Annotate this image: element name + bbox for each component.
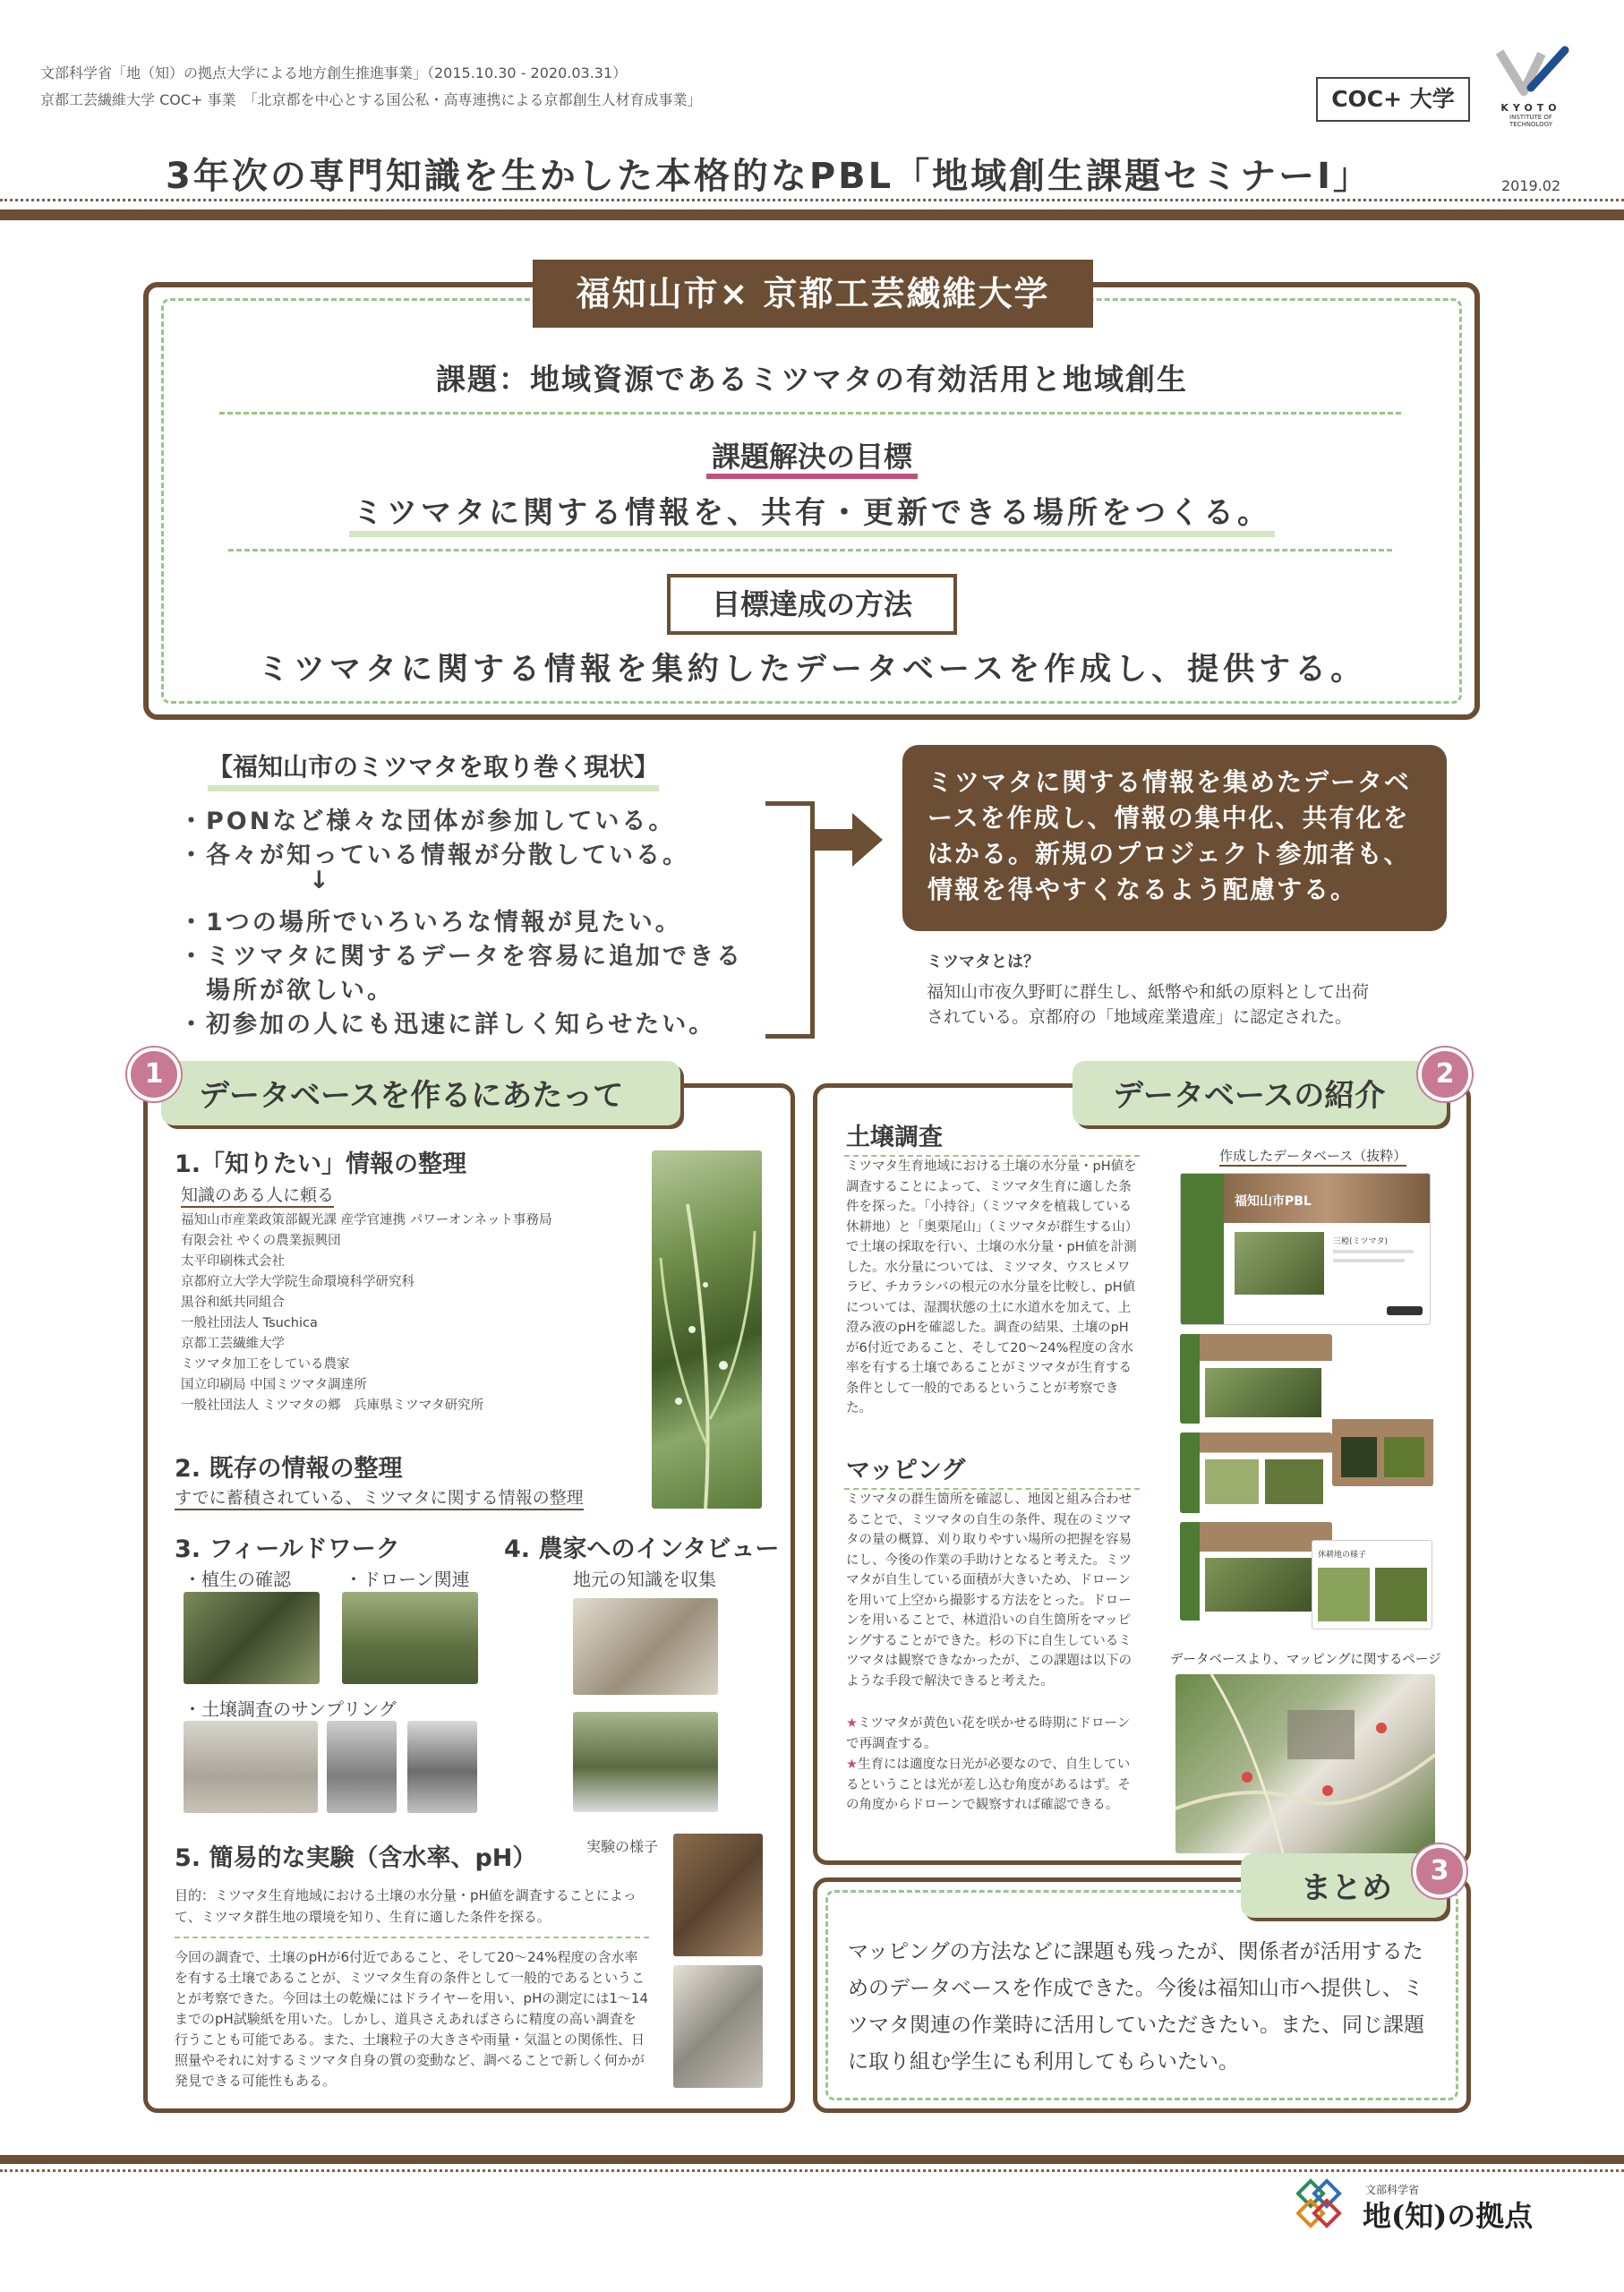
- org-item: 太平印刷株式会社: [181, 1254, 285, 1269]
- goal-label-wrap: [0, 434, 1624, 475]
- mapping-note-1-text: ミツマタが黄色い花を咲かせる時期にドローンで再調査する。: [846, 1716, 1131, 1751]
- db-map-caption: データベースより、マッピングに関するページ: [1170, 1653, 1441, 1667]
- star-icon: ★: [846, 1716, 858, 1731]
- db6-image-b: [1375, 1568, 1427, 1621]
- fieldwork-photo-drone: [342, 1592, 478, 1684]
- experiment-photo-1: [673, 1834, 763, 1956]
- db-sidebar: [1181, 1174, 1224, 1325]
- goal-text: ミツマタに関する情報を、共有・更新できる場所をつくる。: [349, 495, 1275, 537]
- db2-sidebar: [1180, 1334, 1200, 1424]
- fieldwork-vegetation: ・植生の確認: [184, 1569, 291, 1590]
- lab-photo-3: [407, 1721, 477, 1813]
- db6-image-a: [1318, 1568, 1370, 1621]
- situation-line-5: 場所が欲しい。: [179, 977, 394, 1005]
- mapping-note-2-text: 生育には適度な日光が必要なので、自生しているということは光が差し込む角度があるはず。その角度からドローンで観察すれば確認できる。: [846, 1757, 1131, 1812]
- section2-title: データベースの紹介: [1113, 1078, 1386, 1114]
- header-project-line: 文部科学省「地（知）の拠点大学による地方創生推進事業」（2015.10.30 - 2020.03.31）: [40, 64, 628, 81]
- mapping-note-1: [846, 1714, 1141, 1754]
- org-item: 京都工芸繊維大学: [181, 1337, 285, 1351]
- org-item: 黒谷和紙共同組合: [181, 1296, 285, 1310]
- map-routes-icon: [1175, 1674, 1435, 1853]
- divider-1: [219, 412, 1401, 415]
- situation-line-2: ・各々が知っている情報が分散している。: [179, 842, 689, 869]
- org-item: 一般社団法人 Tsuchica: [181, 1316, 318, 1330]
- footer-logo-text: 地(知)の拠点: [1363, 2199, 1534, 2233]
- chi-no-kyoten-logo-icon: [1296, 2177, 1354, 2231]
- org-item: ミツマタ加工をしている農家: [181, 1357, 350, 1372]
- coc-badge: COC+ 大学: [1316, 77, 1470, 122]
- situation-arrow-down: ↓: [309, 867, 329, 894]
- s1-item5-title: 5. 簡易的な実験（含水率、pH）: [175, 1844, 537, 1872]
- experiment-result: 今回の調査で、土壌のpHが6付近であること、そして20〜24%程度の含水率を有する土壌であることが、ミツマタ生育の条件として一般的であるということが考察できた。今回は土の乾燥にはドライヤーを用い、pHの測定には1〜14までのpH試験紙を用いた。しかし、道具さえあればさらに精度の高い調査を行うことも可能である。また、土壌粒子の大きさや雨量・気温との関係性、日照量やそれに対するミツマタ自身の質の変動など、調べることで新しく何かが発見できる可能性もある。: [175, 1949, 648, 2089]
- experiment-photo-2: [673, 1965, 763, 2088]
- db4-sidebar: [1180, 1432, 1200, 1513]
- section3-title: まとめ: [1301, 1870, 1392, 1906]
- leaf-photo: [652, 1150, 762, 1509]
- summary-text: マッピングの方法などに課題も残ったが、関係者が活用するためのデータベースを作成できた。今後は福知山市へ提供し、ミツマタ関連の作業時に活用していただきたい。また、同じ課題に取り組む学生にも利用してもらいたい。: [848, 1940, 1424, 2074]
- db5-image: [1205, 1558, 1321, 1612]
- solution-box: ミツマタに関する情報を集めたデータベースを作成し、情報の集中化、共有化をはかる。新規のプロジェクト参加者も、情報を得やすくなるよう配慮する。: [902, 745, 1447, 931]
- situation-bracket: [765, 801, 815, 1039]
- about-question: ミツマタとは？: [927, 953, 1039, 971]
- footer-dotted-rule: [0, 2169, 1624, 2172]
- divider-2: [228, 549, 1392, 552]
- org-item: 有限会社 やくの農業振興団: [181, 1234, 341, 1248]
- header-bar: [0, 210, 1624, 220]
- mapping-note-2: [846, 1755, 1141, 1816]
- section1-title: データベースを作るにあたって: [199, 1078, 624, 1114]
- s1-item4-title: 4. 農家へのインタビュー: [504, 1535, 780, 1563]
- section3-number: 3: [1413, 1844, 1466, 1898]
- db-site-title: 福知山市PBL: [1235, 1194, 1312, 1209]
- db-screenshot-main: [1180, 1173, 1431, 1325]
- theme-text: 課題：地域資源であるミツマタの有効活用と地域創生: [436, 362, 1188, 397]
- org-item: 一般社団法人 ミツマタの郷 兵庫県ミツマタ研究所: [181, 1398, 484, 1413]
- db3-image-a: [1341, 1437, 1377, 1477]
- interview-photo-2: [573, 1712, 718, 1812]
- header-dotted-rule: [0, 199, 1624, 201]
- situation-heading: 【福知山市のミツマタを取り巻く現状】: [208, 748, 659, 791]
- lab-photo-2: [327, 1721, 397, 1813]
- method-label: 目標達成の方法: [667, 574, 957, 635]
- db-screenshot-5: [1180, 1522, 1332, 1621]
- footer-bar: [0, 2155, 1624, 2164]
- db-screenshot-4: [1180, 1432, 1332, 1513]
- mapping-title: マッピング: [846, 1457, 966, 1484]
- interview-sub: 地元の知識を収集: [573, 1569, 716, 1590]
- s1-item1-title: 1.「知りたい」情報の整理: [175, 1150, 467, 1178]
- experiment-caption: 実験の様子: [586, 1838, 659, 1855]
- top-banner: 福知山市× 京都工芸繊維大学: [533, 260, 1093, 328]
- org-item: 国立印刷局 中国ミツマタ調達所: [181, 1378, 367, 1392]
- db-text-line: [1333, 1259, 1405, 1262]
- about-answer-2: されている。京都府の「地域産業遺産」に認定された。: [927, 1007, 1353, 1027]
- db-screenshot-3: [1332, 1397, 1433, 1486]
- goal-label: 課題解決の目標: [706, 440, 918, 479]
- arrow-right-icon: [813, 813, 883, 867]
- orgs-list: [181, 1210, 646, 1416]
- lab-photo-1: [184, 1721, 318, 1813]
- interview-photo-1: [573, 1598, 718, 1695]
- situation-line-4: ・ミツマタに関するデータを容易に追加できる: [179, 943, 743, 971]
- soil-text: ミツマタ生育地域における土壌の水分量・pH値を調査することによって、ミツマタ生育に適した条件を探った。「小持谷」（ミツマタを植栽している休耕地）と「奥栗尾山」（ミツマタが群生する山）で土壌の採取を行い、土壌の水分量・pH値を計測した。水分量については、ミツマタ、ウスヒメワラビ、チカラシバの根元の水分量を比較し、pH値については、湿潤状態の土に水道水を加えて、上澄み液のpHを確認した。調査の結果、土壌のpHが6付近であること、そして20〜24%程度の含水率を有する土壌であることがミツマタが生育する条件として一般的であるということが考察できた。: [846, 1159, 1139, 1415]
- s1-item3-title: 3. フィールドワーク: [175, 1535, 400, 1563]
- s1-item1-sub: 知識のある人に頼る: [181, 1182, 334, 1208]
- situation-line-1: ・PONなど様々な団体が参加している。: [179, 808, 676, 835]
- db-screenshot-2: [1180, 1334, 1332, 1424]
- situation-line-3: ・1つの場所でいろいろな情報が見たい。: [179, 909, 682, 936]
- method-text: ミツマタに関する情報を集約したデータベースを作成し、提供する。: [257, 652, 1367, 688]
- db4-image-b: [1265, 1459, 1323, 1504]
- about-answer-1: 福知山市夜久野町に群生し、紙幣や和紙の原料として出荷: [927, 982, 1370, 1002]
- db-map-image: [1175, 1674, 1435, 1853]
- db2-image: [1205, 1368, 1321, 1417]
- db5-sidebar: [1180, 1522, 1200, 1621]
- experiment-divider: [175, 1937, 649, 1938]
- section1-number: 1: [127, 1048, 181, 1101]
- db-text-line: [1333, 1250, 1414, 1253]
- db3-image-b: [1384, 1437, 1424, 1477]
- fieldwork-soil-sampling: ・土壌調査のサンプリング: [184, 1698, 397, 1720]
- db-item-title: 三椏(ミツマタ): [1333, 1237, 1389, 1246]
- db6-tag: 休耕地の様子: [1318, 1551, 1367, 1560]
- db4-image-a: [1205, 1459, 1259, 1504]
- db-caption: 作成したデータベース（抜粋）: [1219, 1146, 1406, 1167]
- kit-logo: [1486, 45, 1576, 130]
- date-label: 2019.02: [1501, 177, 1561, 194]
- org-item: 福知山市産業政策部観光課 産学官連携 パワーオンネット事務局: [181, 1213, 552, 1227]
- mapping-text: ミツマタの群生箇所を確認し、地図と組み合わせることで、ミツマタの自生の条件、現在のミツマタの量の概算、刈り取りやすい場所の把握を容易にし、今後の作業の手助けとなると考えた。ミツマタが自生している面積が大きいため、ドローンを用いて上空から撮影する方法をとった。ドローンを用いることで、林道沿いの自生箇所をマッピングすることができた。杉の下に自生しているミツマタは観察できなかったが、この課題は以下のような手段で解決できると考えた。: [846, 1492, 1132, 1689]
- fieldwork-drone: ・ドローン関連: [345, 1569, 470, 1590]
- db-screenshot-6: [1312, 1540, 1432, 1629]
- goal-text-wrap: [0, 488, 1624, 532]
- kit-logo-sub2: TECHNOLOGY: [1509, 121, 1553, 128]
- s1-item2-text: すでに蓄積されている、ミツマタに関する情報の整理: [175, 1484, 584, 1510]
- experiment-purpose: 目的：ミツマタ生育地域における土壌の水分量・pH値を調査することによって、ミツマタ群生地の環境を知り、生育に適した条件を探る。: [175, 1887, 637, 1925]
- db-button: [1387, 1306, 1423, 1315]
- footer-ministry: 文部科学省: [1365, 2184, 1420, 2196]
- s1-item2-title: 2. 既存の情報の整理: [175, 1455, 403, 1483]
- soil-title: 土壌調査: [846, 1124, 943, 1151]
- kit-logo-sub1: INSTITUTE OF: [1509, 114, 1552, 121]
- fieldwork-photo-vegetation: [184, 1592, 320, 1684]
- header-program-line: 京都工芸繊維大学 COC+ 事業 「北京都を中心とする国公私・高専連携による京都創生人材育成事業」: [40, 91, 702, 108]
- page-title: 3年次の専門知識を生かした本格的なPBL「地域創生課題セミナーⅠ」: [166, 156, 1372, 197]
- star-icon: ★: [846, 1757, 858, 1772]
- db-plant-image: [1235, 1232, 1324, 1295]
- section2-number: 2: [1418, 1048, 1472, 1101]
- org-item: 京都府立大学大学院生命環境科学研究科: [181, 1275, 415, 1289]
- kit-logo-icon: [1486, 45, 1576, 98]
- kit-logo-text: KYOTO: [1500, 102, 1561, 114]
- situation-line-6: ・初参加の人にも迅速に詳しく知らせたい。: [179, 1011, 716, 1039]
